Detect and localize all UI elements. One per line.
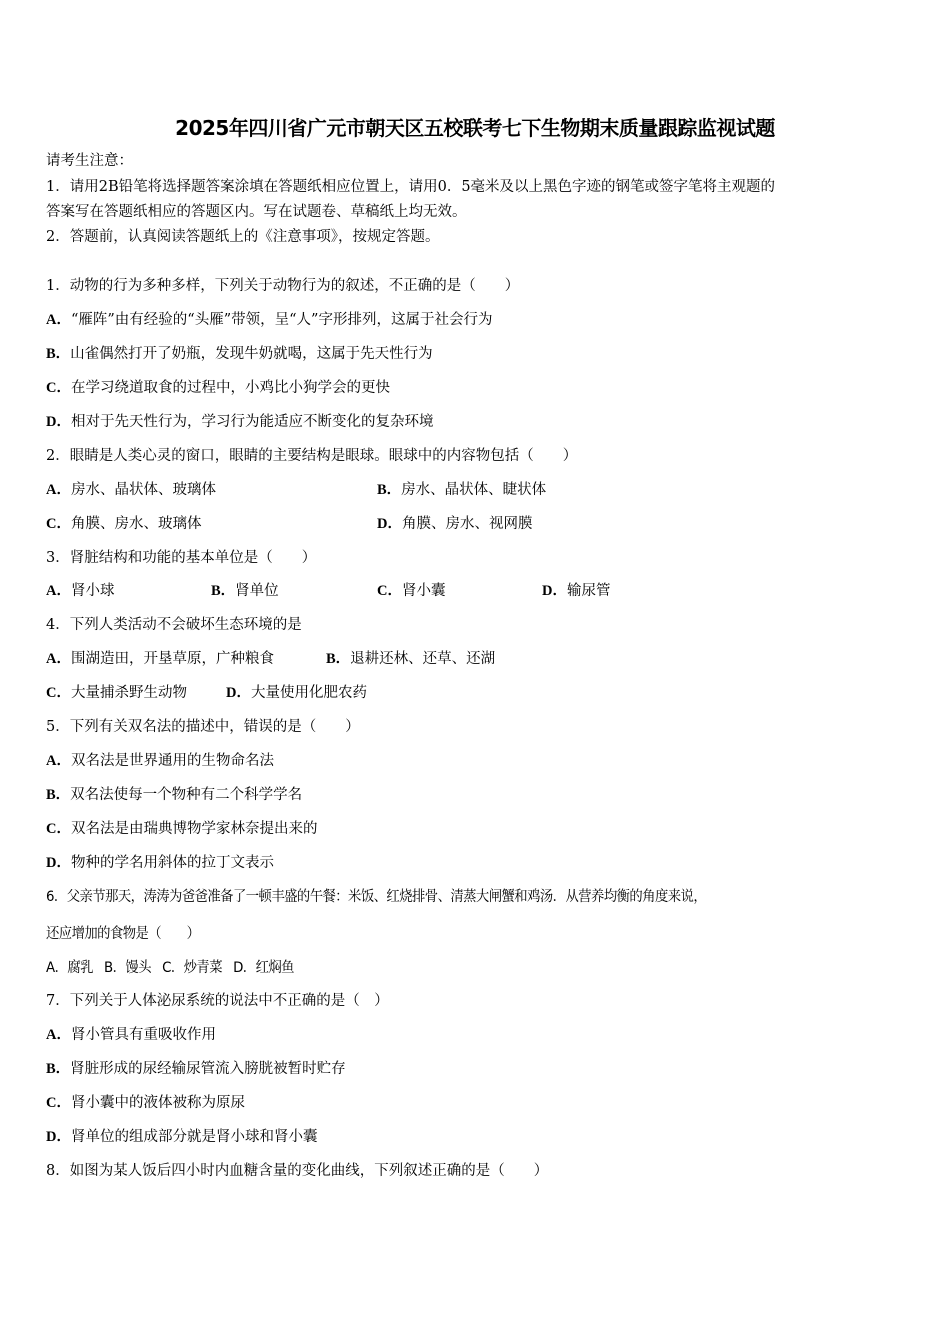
question-3-option-c: C．肾小囊 [377,583,446,599]
question-2-stem: 2．眼睛是人类心灵的窗口，眼睛的主要结构是眼球。眼球中的内容物包括（ ） [46,448,578,464]
question-8-stem: 8．如图为某人饭后四小时内血糖含量的变化曲线，下列叙述正确的是（ ） [46,1163,549,1179]
question-1-option-d: D．相对于先天性行为，学习行为能适应不断变化的复杂环境 [46,414,434,430]
question-7-option-c: C．肾小囊中的液体被称为原尿 [46,1095,245,1111]
question-6-option-c: C．炒青菜 [162,960,223,976]
question-4-option-d: D．大量使用化肥农药 [226,685,367,701]
question-1-stem: 1．动物的行为多种多样，下列关于动物行为的叙述，不正确的是（ ） [46,278,520,294]
question-7-option-d: D．肾单位的组成部分就是肾小球和肾小囊 [46,1129,318,1145]
notice-item-1: 1．请用2B铅笔将选择题答案涂填在答题纸相应位置上，请用0．5毫米及以上黑色字迹的钢笔或签字笔将主观题的 [46,179,776,195]
question-2-option-d: D．角膜、房水、视网膜 [377,516,533,532]
question-4-option-c: C．大量捕杀野生动物 [46,685,187,701]
question-3-stem: 3．肾脏结构和功能的基本单位是（ ） [46,550,317,566]
question-7-option-a: A．肾小管具有重吸收作用 [46,1027,216,1043]
question-3-option-b: B．肾单位 [211,583,279,599]
question-6-stem: 6．父亲节那天，涛涛为爸爸准备了一顿丰盛的午餐：米饭、红烧排骨、清蒸大闸蟹和鸡汤．从营养均衡的角度来说， [46,889,707,905]
question-1-option-c: C．在学习绕道取食的过程中，小鸡比小狗学会的更快 [46,380,390,396]
question-1-option-b: B．山雀偶然打开了奶瓶，发现牛奶就喝，这属于先天性行为 [46,346,433,362]
question-5-stem: 5．下列有关双名法的描述中，错误的是（ ） [46,719,360,735]
question-6-stem-cont: 还应增加的食物是（ ） [46,926,200,942]
question-2-option-a: A．房水、晶状体、玻璃体 [46,482,216,498]
question-4-option-a: A．围湖造田，开垦草原，广种粮食 [46,651,274,667]
question-5-option-a: A．双名法是世界通用的生物命名法 [46,753,274,769]
question-7-option-b: B．肾脏形成的尿经输尿管流入膀胱被暂时贮存 [46,1061,346,1077]
notice-item-1-cont: 答案写在答题纸相应的答题区内。写在试题卷、草稿纸上均无效。 [46,204,467,220]
question-7-stem: 7．下列关于人体泌尿系统的说法中不正确的是（ ） [46,993,389,1009]
question-5-option-d: D．物种的学名用斜体的拉丁文表示 [46,855,274,871]
notice-heading: 请考生注意： [46,153,133,169]
question-2-option-c: C．角膜、房水、玻璃体 [46,516,202,532]
question-4-option-b: B．退耕还林、还草、还湖 [326,651,496,667]
question-4-stem: 4．下列人类活动不会破坏生态环境的是 [46,617,302,633]
question-6-option-d: D．红焖鱼 [233,960,294,976]
question-6-options [46,958,294,978]
question-2-option-b: B．房水、晶状体、睫状体 [377,482,547,498]
question-3-option-d: D．输尿管 [542,583,611,599]
question-3-option-a: A．肾小球 [46,583,115,599]
page-title: 2025年四川省广元市朝天区五校联考七下生物期末质量跟踪监视试题 [175,116,775,140]
question-6-option-a: A．腐乳 [46,960,93,976]
question-5-option-b: B．双名法使每一个物种有二个科学学名 [46,787,303,803]
notice-item-2: 2．答题前，认真阅读答题纸上的《注意事项》，按规定答题。 [46,229,440,245]
question-5-option-c: C．双名法是由瑞典博物学家林奈提出来的 [46,821,318,837]
question-6-option-b: B．馒头 [104,960,152,976]
question-1-option-a: A．“雁阵”由有经验的“头雁”带领，呈“人”字形排列，这属于社会行为 [46,312,493,328]
